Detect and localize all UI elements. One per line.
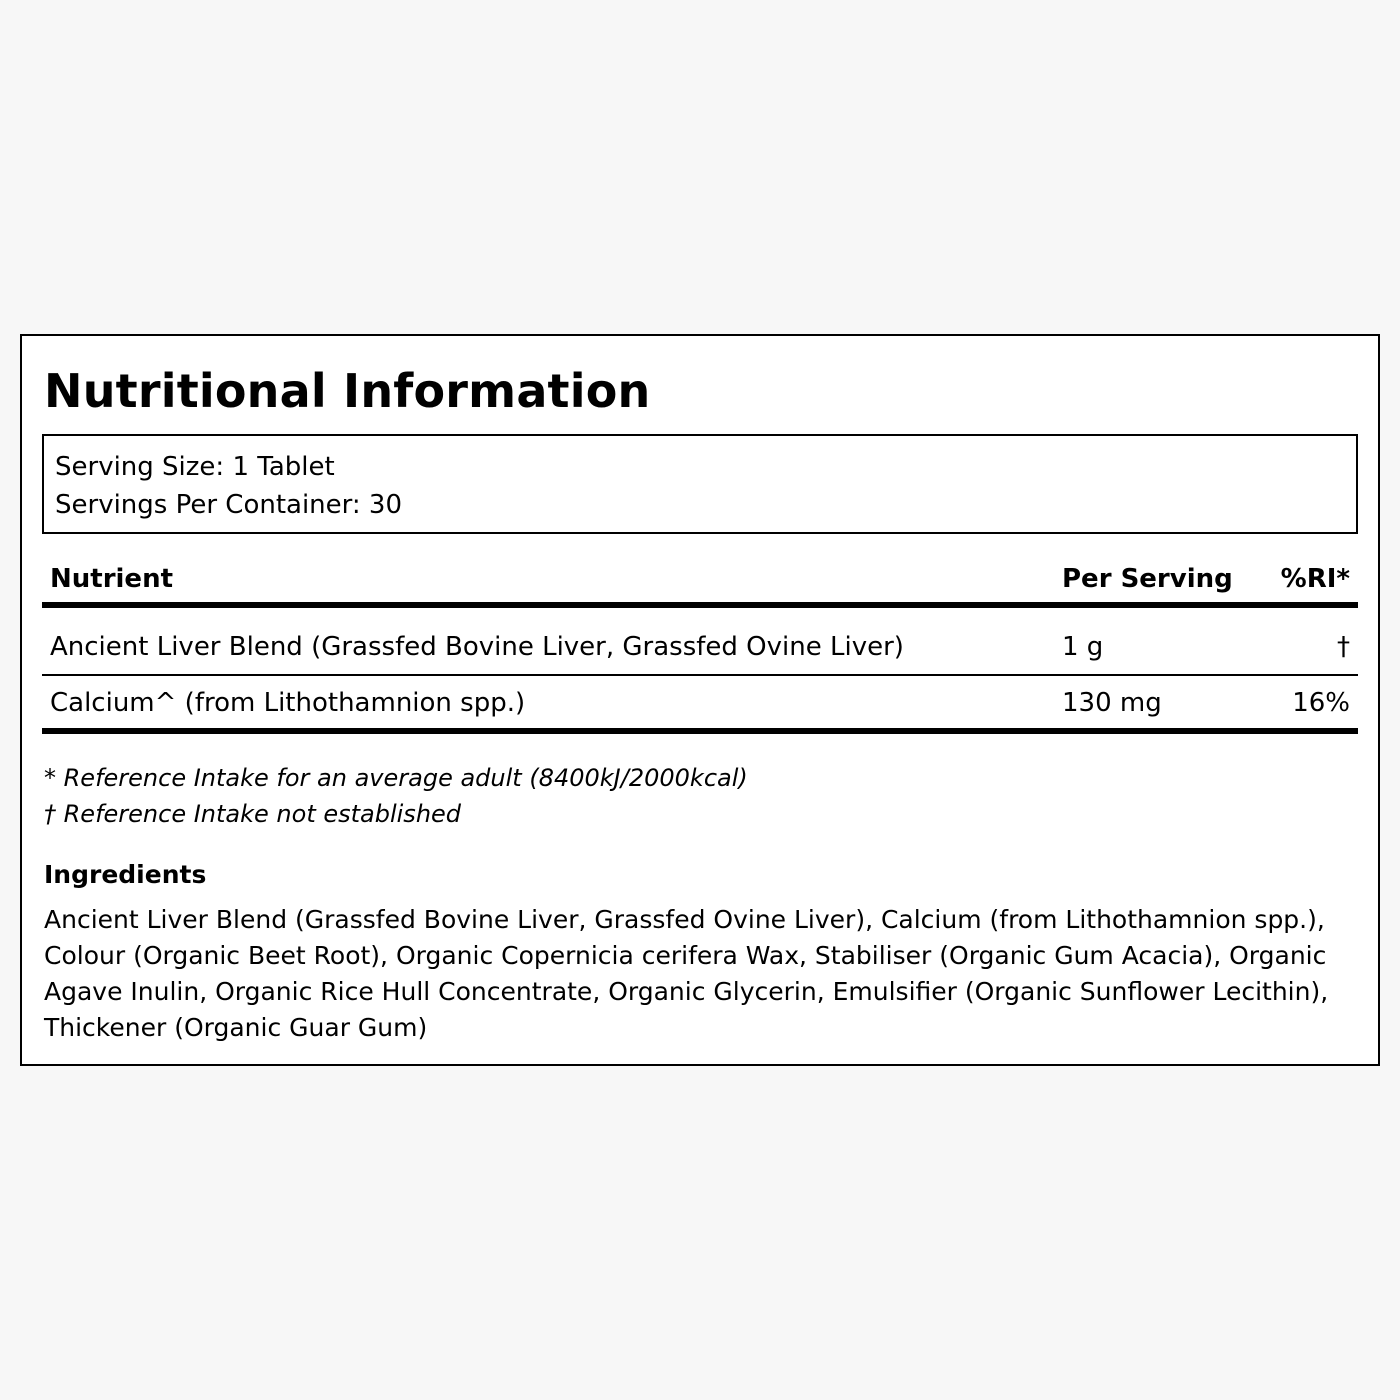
header-ri: %RI* xyxy=(1280,564,1350,594)
nutrient-ri: 16% xyxy=(1292,688,1350,718)
nutrient-name: Calcium^ (from Lithothamnion spp.) xyxy=(50,688,526,718)
table-row xyxy=(42,608,1358,676)
footnote-ri-definition: * Reference Intake for an average adult (8400kJ/2000kcal) xyxy=(44,764,748,792)
ingredients-list: Ancient Liver Blend (Grassfed Bovine Liver, Grassfed Ovine Liver), Calcium (from Lithothamnion spp.), Colour (Organic Beet Root), Organic Copernicia cerifera Wax, Stabiliser (Organic Gum Acacia), Organic Agave Inulin, Organic Rice Hull Concentrate, Organic Glycerin, Emulsifier (Organic Sunflower Lecithin), Thickener (Organic Guar Gum) xyxy=(44,905,1329,1042)
table-row xyxy=(42,676,1358,734)
footnotes xyxy=(44,760,748,832)
nutrient-per-serving: 1 g xyxy=(1062,632,1104,662)
header-per-serving: Per Serving xyxy=(1062,564,1233,594)
header-nutrient: Nutrient xyxy=(50,564,174,594)
serving-size: Serving Size: 1 Tablet xyxy=(55,452,335,482)
nutrient-per-serving: 130 mg xyxy=(1062,688,1162,718)
nutrition-label-panel xyxy=(20,334,1380,1066)
serving-info-box xyxy=(42,434,1358,534)
nutrient-name: Ancient Liver Blend (Grassfed Bovine Liver, Grassfed Ovine Liver) xyxy=(50,632,904,662)
table-header-row xyxy=(42,556,1358,608)
nutrient-table xyxy=(42,556,1358,734)
ingredients-heading: Ingredients xyxy=(44,860,207,889)
nutrient-ri: † xyxy=(1337,632,1350,662)
servings-per-container: Servings Per Container: 30 xyxy=(55,490,403,520)
footnote-ri-not-established: † Reference Intake not established xyxy=(44,800,462,828)
page-title: Nutritional Information xyxy=(44,364,651,418)
